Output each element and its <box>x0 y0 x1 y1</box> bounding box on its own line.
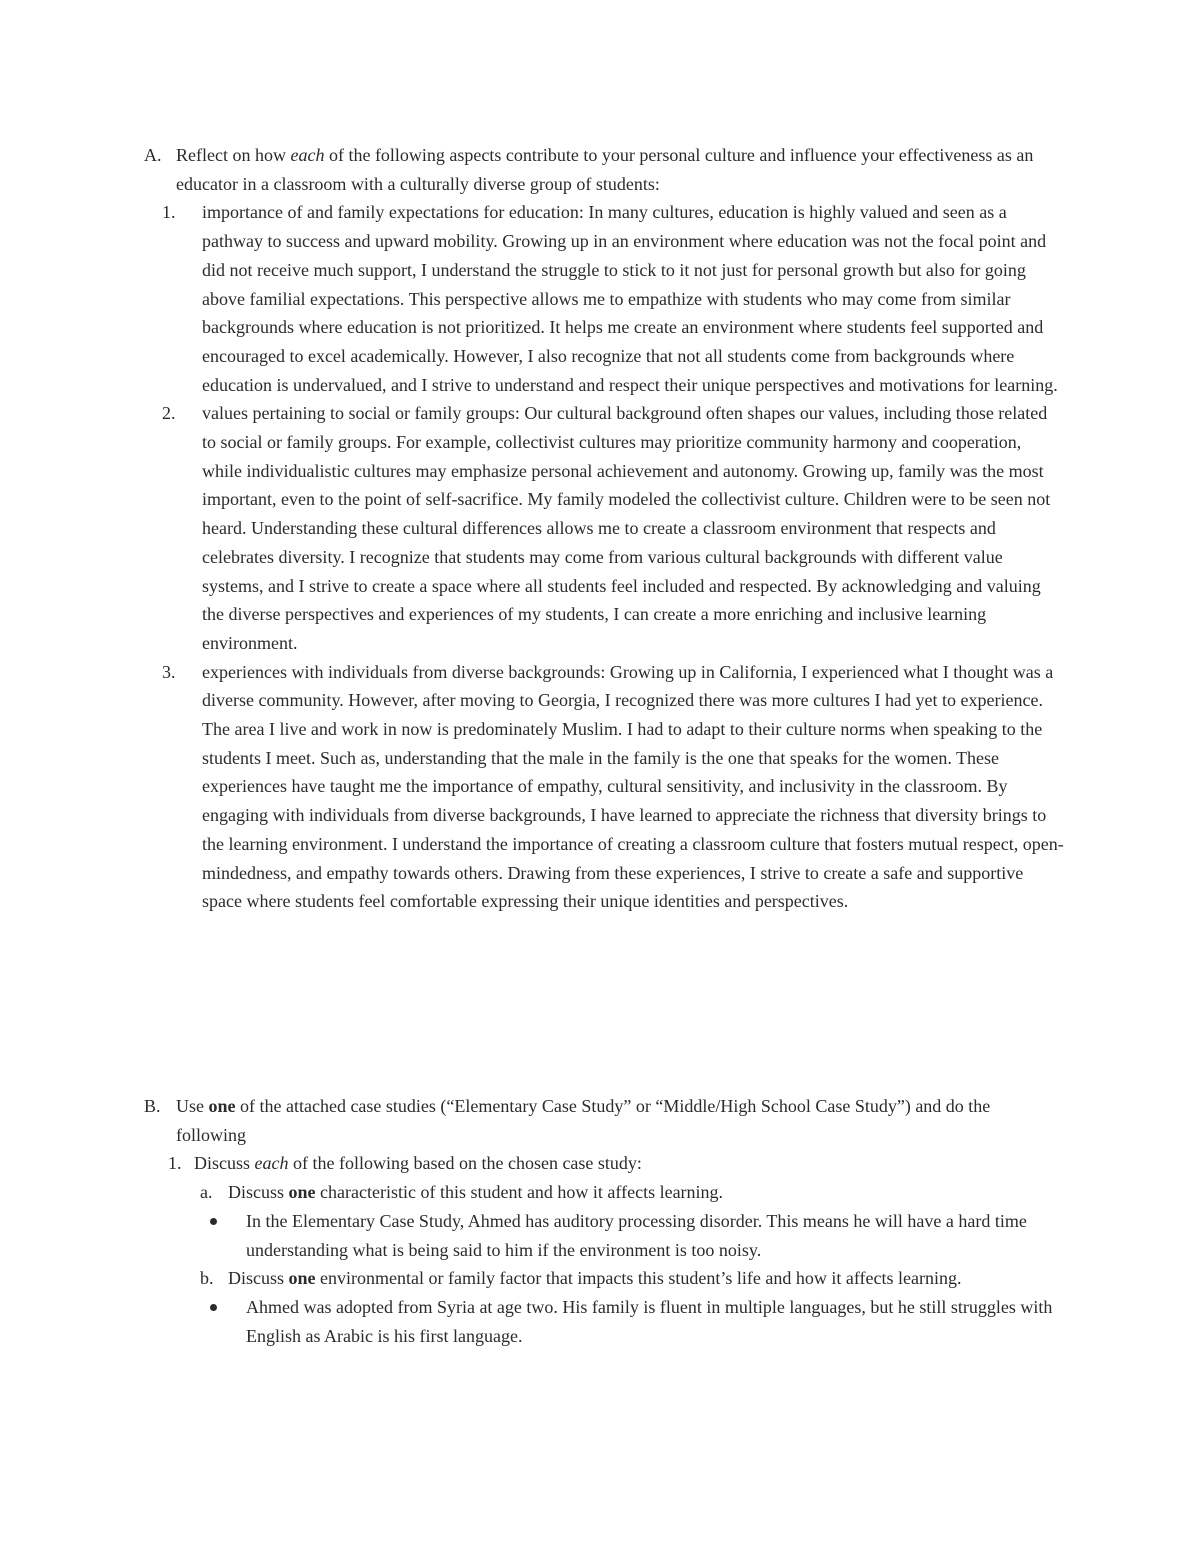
section-a-item-3-marker: 3. <box>162 661 176 682</box>
section-b-sub-a-text-2: characteristic of this student and how it affects learning. <box>315 1182 724 1203</box>
section-b-sub-a-strong: one <box>288 1182 316 1203</box>
section-a-item-1-text: importance of and family expectations for education: In many cultures, education is highly valued and seen as a pathway to success and upward mobility. Growing up in an environment where education was not the focal point and did not receive much support, I understand the struggle to stick to it not just for personal growth but also for going above familial expectations. This perspective allows me to empathize with students who may come from similar backgrounds where education is not prioritized. It helps me create an environment where students feel supported and encouraged to excel academically. However, I also recognize that not all students come from backgrounds where education is undervalued, and I strive to understand and respect their unique perspectives and motivations for learning. <box>202 202 1058 395</box>
bullet-dot-icon <box>210 1218 217 1225</box>
section-b-sub-a-bullet <box>144 1207 1064 1264</box>
section-b-item-1 <box>144 1149 1064 1178</box>
section-a-item-2-text: values pertaining to social or family groups: Our cultural background often shapes our values, including those related to social or family groups. For example, collectivist cultures may prioritize community harmony and cooperation, while individualistic cultures may emphasize personal achievement and autonomy. Growing up, family was the most important, even to the point of self-sacrifice. My family modeled the collectivist culture. Children were to be seen not heard. Understanding these cultural differences allows me to create a classroom environment that respects and celebrates diversity. I recognize that students may come from various cultural backgrounds with different value systems, and I strive to create a space where all students feel included and respected. By acknowledging and valuing the diverse perspectives and experiences of my students, I can create a more enriching and inclusive learning environment. <box>202 403 1051 653</box>
section-b-sub-a <box>144 1178 1064 1207</box>
section-b-sub-b-text-2: environmental or family factor that impacts this student’s life and how it affects learning. <box>315 1268 962 1289</box>
section-a-prompt-text-2: of the following aspects contribute to your personal culture and influence your effectiveness as an educator in a classroom with a culturally diverse group of students: <box>176 145 1034 194</box>
section-b-sub-b-marker: b. <box>200 1268 214 1289</box>
section-a-prompt <box>144 141 1064 198</box>
bullet-dot-icon <box>210 1304 217 1311</box>
section-a-item-2-marker: 2. <box>162 403 176 424</box>
section-a-prompt-text-1: Reflect on how <box>176 145 291 165</box>
section-b-sub-a-text-1: Discuss <box>228 1182 289 1203</box>
section-a-item-2 <box>144 399 1064 657</box>
section-b-sub-b-bullet <box>144 1293 1064 1350</box>
section-b-item-1-emphasis: each <box>254 1153 289 1174</box>
section-b <box>144 1092 1064 1350</box>
section-a-item-3 <box>144 658 1064 916</box>
section-b-prompt-strong: one <box>208 1096 236 1116</box>
section-b-prompt <box>144 1092 1064 1149</box>
section-b-prompt-text-2: of the attached case studies (“Elementary Case Study” or “Middle/High School Case Study”) and do the following <box>176 1096 991 1145</box>
section-b-prompt-text-1: Use <box>176 1096 209 1116</box>
section-b-sub-a-marker: a. <box>200 1182 213 1203</box>
section-a-item-1 <box>144 198 1064 399</box>
section-a <box>144 141 1064 916</box>
section-a-item-1-marker: 1. <box>162 202 176 223</box>
section-a-marker: A. <box>144 145 162 165</box>
section-b-sub-a-bullet-text: In the Elementary Case Study, Ahmed has auditory processing disorder. This means he will have a hard time understanding what is being said to him if the environment is too noisy. <box>246 1210 1027 1260</box>
section-a-item-3-text: experiences with individuals from diverse backgrounds: Growing up in California, I experienced what I thought was a diverse community. However, after moving to Georgia, I recognized there was more cultures I had yet to experience. The area I live and work in now is predominately Muslim. I had to adapt to their culture norms when speaking to the students I meet. Such as, understanding that the male in the family is the one that speaks for the women. These experiences have taught me the importance of empathy, cultural sensitivity, and inclusivity in the classroom. By engaging with individuals from diverse backgrounds, I have learned to appreciate the richness that diversity brings to the learning environment. I understand the importance of creating a classroom culture that fosters mutual respect, open-mindedness, and empathy towards others. Drawing from these experiences, I strive to create a safe and supportive space where students feel comfortable expressing their unique identities and perspectives. <box>202 661 1064 912</box>
section-b-item-1-marker: 1. <box>168 1153 182 1174</box>
section-b-marker: B. <box>144 1096 161 1116</box>
section-b-sub-b <box>144 1264 1064 1293</box>
section-b-sub-b-bullet-text: Ahmed was adopted from Syria at age two. His family is fluent in multiple languages, but he still struggles with English as Arabic is his first language. <box>246 1296 1053 1346</box>
section-b-item-1-text-2: of the following based on the chosen case study: <box>288 1153 642 1174</box>
section-b-sub-b-strong: one <box>288 1268 316 1289</box>
section-a-prompt-emphasis: each <box>290 145 325 165</box>
section-b-sub-b-text-1: Discuss <box>228 1268 289 1289</box>
section-b-item-1-text-1: Discuss <box>194 1153 255 1174</box>
